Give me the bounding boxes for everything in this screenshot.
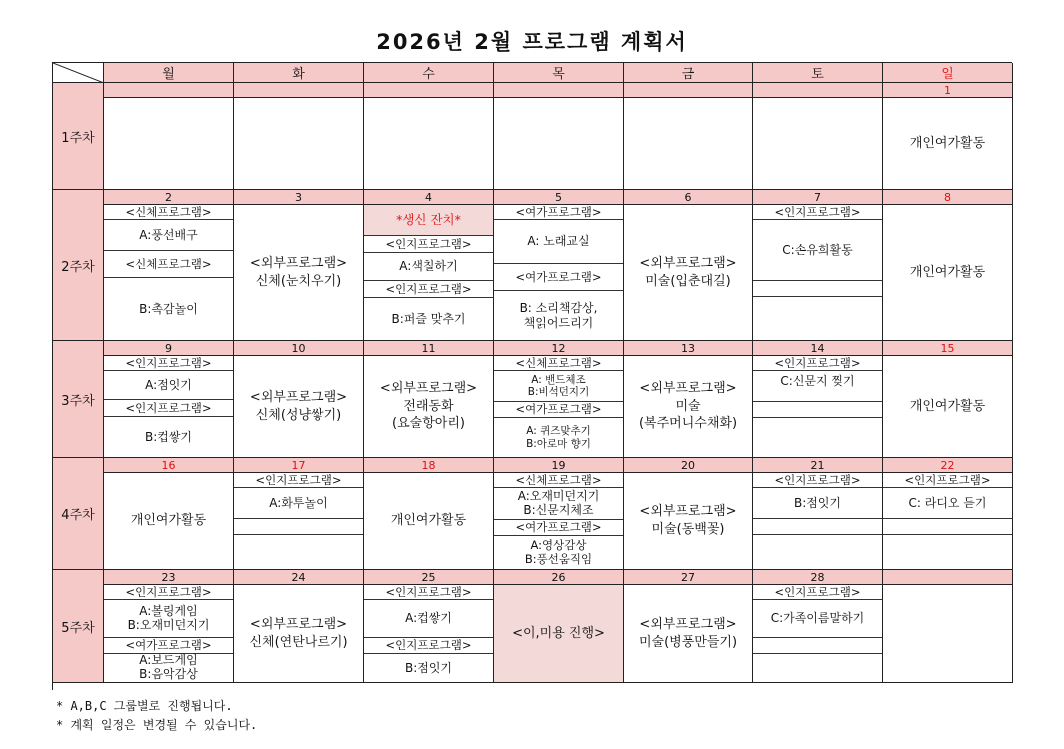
activity: A:컵쌓기 — [364, 600, 493, 638]
activity-line: B:아로마 향기 — [526, 437, 591, 450]
empty-row — [753, 654, 882, 682]
day-cell — [624, 356, 753, 458]
day-cell — [104, 205, 234, 341]
activity-cell: 개인여가활동 — [883, 205, 1013, 341]
activity: C: 라디오 듣기 — [883, 488, 1012, 519]
activity-line: A: 밴드체조 — [531, 373, 586, 386]
date-cell: 22 — [883, 458, 1013, 473]
empty-cell — [364, 98, 494, 190]
day-header-tue: 화 — [234, 63, 364, 83]
day-cell — [104, 356, 234, 458]
activity: B:점잇기 — [404, 660, 453, 675]
schedule-table — [52, 62, 1012, 690]
date-cell: 2 — [104, 190, 234, 205]
program-tag: <인지프로그램> — [364, 585, 493, 600]
date-cell: 23 — [104, 570, 234, 585]
empty-cell — [494, 98, 624, 190]
day-cell — [364, 205, 494, 341]
program-tag: <여가프로그램> — [494, 264, 623, 291]
date-cell: 6 — [624, 190, 753, 205]
program-tag: <인지프로그램> — [364, 638, 493, 654]
day-cell — [364, 356, 494, 458]
day-header-sat: 토 — [753, 63, 883, 83]
empty-row — [753, 535, 882, 569]
activity-cell: 개인여가활동 — [883, 98, 1013, 190]
corner-cell — [53, 63, 104, 83]
date-cell: 10 — [234, 341, 364, 356]
day-cell — [624, 205, 753, 341]
activity-cell: 개인여가활동 — [883, 356, 1013, 458]
activity: 전래동화 — [403, 398, 454, 414]
week-label-2: 2주차 — [53, 190, 104, 341]
date-cell: 27 — [624, 570, 753, 585]
date-cell: 11 — [364, 341, 494, 356]
activity — [494, 291, 623, 340]
activity-line: B:풍선움직임 — [524, 551, 593, 566]
program-tag: <인지프로그램> — [753, 473, 882, 488]
date-cell: 19 — [494, 458, 624, 473]
day-cell — [753, 473, 883, 570]
empty-cell — [104, 98, 234, 190]
program-tag: <인지프로그램> — [104, 356, 233, 371]
empty-cell — [234, 98, 364, 190]
date-cell: 21 — [753, 458, 883, 473]
date-cell: 5 — [494, 190, 624, 205]
activity — [494, 488, 623, 520]
program-tag: <신체프로그램> — [494, 356, 623, 371]
week-label-5: 5주차 — [53, 570, 104, 683]
empty-row — [753, 281, 882, 297]
activity-line: A:영상감상 — [530, 538, 587, 553]
day-cell — [364, 585, 494, 683]
program-tag: <외부프로그램> — [639, 616, 737, 632]
activity: 신체(연탄나르기) — [249, 634, 348, 650]
activity: B:컵쌓기 — [144, 429, 193, 444]
activity — [494, 536, 623, 569]
day-cell — [494, 356, 624, 458]
activity — [104, 600, 233, 638]
date-cell: 18 — [364, 458, 494, 473]
program-tag: <외부프로그램> — [379, 381, 478, 397]
date-cell: 9 — [104, 341, 234, 356]
program-tag: <인지프로그램> — [104, 585, 233, 600]
day-header-sun: 일 — [883, 63, 1013, 83]
empty-cell — [753, 98, 883, 190]
activity-line: A:오재미던지기 — [517, 488, 600, 503]
date-cell: 20 — [624, 458, 753, 473]
activity: C:가족이름말하기 — [753, 600, 882, 638]
activity-line: B:비석던지기 — [527, 386, 590, 398]
day-cell — [883, 473, 1013, 570]
date-cell — [753, 83, 883, 98]
program-tag: <신체프로그램> — [104, 205, 233, 220]
program-tag: <여가프로그램> — [494, 520, 623, 536]
week-label-4: 4주차 — [53, 458, 104, 570]
footnote: * A,B,C 그룹별로 진행됩니다. — [56, 699, 233, 713]
empty-row — [234, 535, 363, 569]
program-tag: <외부프로그램> — [249, 389, 348, 405]
empty-row — [234, 519, 363, 535]
program-tag: <인지프로그램> — [364, 236, 493, 253]
activity: 미술(동백꽃) — [651, 522, 725, 537]
date-cell — [624, 83, 753, 98]
program-tag: <인지프로그램> — [364, 281, 493, 298]
activity-line: B:오재미던지기 — [127, 617, 210, 632]
activity: 미술 — [675, 398, 701, 414]
date-cell: 26 — [494, 570, 624, 585]
activity: (요술항아리) — [392, 416, 465, 432]
empty-cell — [624, 98, 753, 190]
date-cell: 1 — [883, 83, 1013, 98]
day-header-wed: 수 — [364, 63, 494, 83]
empty-row — [753, 519, 882, 535]
activity: B:점잇기 — [753, 488, 882, 519]
day-cell — [753, 205, 883, 341]
day-cell — [753, 356, 883, 458]
activity: 신체(성냥쌓기) — [255, 407, 342, 423]
date-cell: 8 — [883, 190, 1013, 205]
diagonal-line — [53, 63, 104, 83]
day-cell — [624, 585, 753, 683]
program-tag: <신체프로그램> — [494, 473, 623, 488]
activity: 미술(입춘대길) — [645, 273, 731, 289]
date-cell: 28 — [753, 570, 883, 585]
program-tag: <외부프로그램> — [249, 616, 348, 632]
day-cell — [753, 585, 883, 683]
activity: (복주머니수채화) — [638, 416, 738, 432]
program-tag: <인지프로그램> — [753, 205, 882, 220]
day-header-thu: 목 — [494, 63, 624, 83]
day-cell — [624, 473, 753, 570]
program-tag: <인지프로그램> — [883, 473, 1012, 488]
empty-row — [753, 638, 882, 654]
event-label: *생신 잔치* — [364, 205, 493, 236]
date-cell — [883, 570, 1013, 585]
activity — [494, 418, 623, 457]
activity: A: 노래교실 — [494, 220, 623, 264]
activity-cell: <이,미용 진행> — [494, 585, 624, 683]
activity — [104, 654, 233, 682]
day-header-mon: 월 — [104, 63, 234, 83]
activity: B:촉감놀이 — [139, 301, 198, 316]
footnote: * 계획 일정은 변경될 수 있습니다. — [56, 718, 258, 732]
day-cell — [234, 205, 364, 341]
program-tag: <외부프로그램> — [639, 504, 737, 520]
activity: 미술(병풍만들기) — [638, 634, 738, 650]
date-cell: 24 — [234, 570, 364, 585]
program-tag: <신체프로그램> — [104, 251, 233, 278]
empty-row — [883, 519, 1012, 535]
activity-cell: 개인여가활동 — [364, 473, 494, 570]
activity-line: B:음악감상 — [139, 667, 198, 681]
date-cell: 7 — [753, 190, 883, 205]
activity-line: B:신문지체조 — [523, 502, 594, 517]
activity: A:풍선배구 — [104, 220, 233, 251]
page-title: 2026년 2월 프로그램 계획서 — [376, 30, 688, 54]
activity: A:색칠하기 — [364, 253, 493, 281]
program-tag: <인지프로그램> — [753, 585, 882, 600]
date-cell: 14 — [753, 341, 883, 356]
date-cell: 17 — [234, 458, 364, 473]
week-label-3: 3주차 — [53, 341, 104, 458]
date-cell: 3 — [234, 190, 364, 205]
activity: C:신문지 찢기 — [753, 371, 882, 402]
date-cell: 13 — [624, 341, 753, 356]
activity-line: B: 소리책감상, — [519, 300, 598, 315]
day-cell — [494, 205, 624, 341]
activity: 신체(눈치우기) — [255, 273, 342, 289]
empty-row — [883, 535, 1012, 569]
activity-line: A:보드게임 — [139, 653, 198, 668]
footnotes — [56, 697, 257, 735]
date-cell — [234, 83, 364, 98]
program-tag: <인지프로그램> — [753, 356, 882, 371]
empty-row — [753, 418, 882, 457]
program-tag: <외부프로그램> — [249, 255, 348, 271]
program-tag: <여가프로그램> — [104, 638, 233, 654]
empty-cell — [883, 585, 1013, 683]
activity: B:퍼즐 맞추기 — [391, 311, 466, 326]
date-cell: 4 — [364, 190, 494, 205]
date-cell: 16 — [104, 458, 234, 473]
date-cell: 12 — [494, 341, 624, 356]
empty-row — [753, 297, 882, 340]
program-tag: <여가프로그램> — [494, 205, 623, 220]
day-cell — [234, 473, 364, 570]
activity-line: A: 퀴즈맞추기 — [526, 425, 591, 438]
activity-line: A:볼링게임 — [139, 603, 198, 618]
empty-row — [753, 402, 882, 418]
activity: C:손유희활동 — [753, 220, 882, 281]
week-label-1: 1주차 — [53, 83, 104, 190]
date-cell: 25 — [364, 570, 494, 585]
date-cell: 15 — [883, 341, 1013, 356]
date-cell — [494, 83, 624, 98]
activity — [494, 371, 623, 402]
program-tag: <인지프로그램> — [234, 473, 363, 488]
activity-cell: 개인여가활동 — [104, 473, 234, 570]
program-tag: <인지프로그램> — [104, 400, 233, 417]
program-tag: <외부프로그램> — [639, 255, 737, 271]
program-tag: <외부프로그램> — [639, 381, 737, 397]
day-cell — [494, 473, 624, 570]
activity: A:화투놀이 — [234, 488, 363, 519]
date-cell — [104, 83, 234, 98]
day-cell — [104, 585, 234, 683]
date-cell — [364, 83, 494, 98]
day-cell — [234, 585, 364, 683]
day-header-fri: 금 — [624, 63, 753, 83]
day-cell — [234, 356, 364, 458]
activity: A:점잇기 — [104, 371, 233, 400]
activity-line: 책읽어드리기 — [523, 315, 594, 330]
program-tag: <여가프로그램> — [494, 402, 623, 418]
